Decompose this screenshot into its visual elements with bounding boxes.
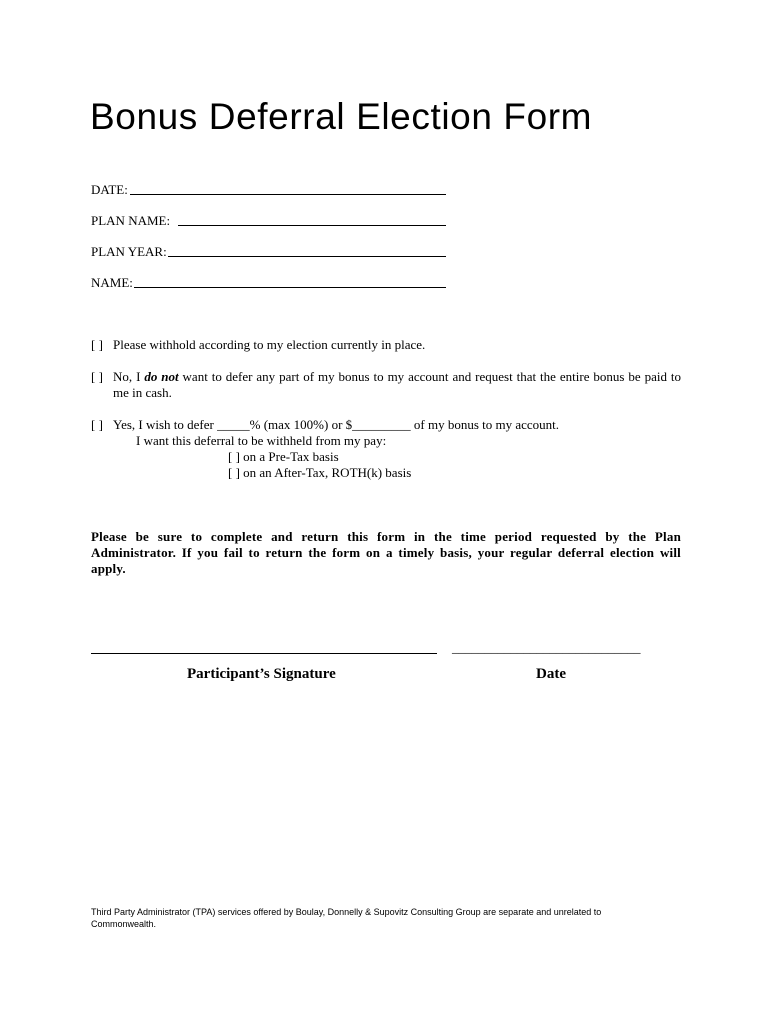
- participant-signature-label: Participant’s Signature: [187, 666, 336, 682]
- no-deferral-checkbox[interactable]: [ ]: [91, 369, 103, 384]
- plan-name-field-label: PLAN NAME:: [91, 213, 171, 228]
- yes-deferral-checkbox[interactable]: [ ]: [91, 417, 103, 432]
- no-deferral-emphasis: do not: [144, 369, 179, 384]
- option-no-deferral: [91, 369, 681, 401]
- no-deferral-text: [113, 369, 681, 401]
- page-title: Bonus Deferral Election Form: [90, 96, 593, 137]
- plan-year-field-line[interactable]: [168, 256, 446, 257]
- pre-tax-option[interactable]: [ ] on a Pre-Tax basis: [228, 449, 339, 464]
- after-tax-option[interactable]: [ ] on an After-Tax, ROTH(k) basis: [228, 465, 412, 480]
- date-field-line[interactable]: [130, 194, 446, 195]
- name-field-line[interactable]: [134, 287, 446, 288]
- withheld-from-text: I want this deferral to be withheld from my pay:: [136, 433, 387, 448]
- footer-disclaimer: Third Party Administrator (TPA) services offered by Boulay, Donnelly & Supovitz Consulting Group are separate and unrelated to Commonwealth.: [91, 907, 602, 929]
- withhold-checkbox[interactable]: [ ]: [91, 337, 103, 352]
- date-signature-line[interactable]: _____________________________: [452, 640, 641, 655]
- no-deferral-suffix: want to defer any part of my bonus to my account and request that the entire bonus be paid to me in cash.: [113, 369, 682, 400]
- plan-name-field-line[interactable]: [178, 225, 446, 226]
- name-field-label: NAME:: [91, 275, 133, 290]
- plan-year-field-label: PLAN YEAR:: [91, 244, 167, 259]
- signature-line[interactable]: [91, 653, 437, 654]
- yes-deferral-text: Yes, I wish to defer _____% (max 100%) or $_________ of my bonus to my account.: [113, 417, 560, 432]
- option-yes-deferral: [91, 417, 681, 433]
- no-deferral-prefix: No, I: [113, 369, 145, 384]
- withhold-text: Please withhold according to my election currently in place.: [113, 337, 426, 352]
- signature-date-label: Date: [536, 666, 566, 682]
- return-notice: Please be sure to complete and return this form in the time period requested by the Plan Administrator. If you fail to return the form on a timely basis, your regular deferral election will apply.: [91, 529, 681, 576]
- option-withhold: [91, 337, 681, 353]
- date-field-label: DATE:: [91, 182, 128, 197]
